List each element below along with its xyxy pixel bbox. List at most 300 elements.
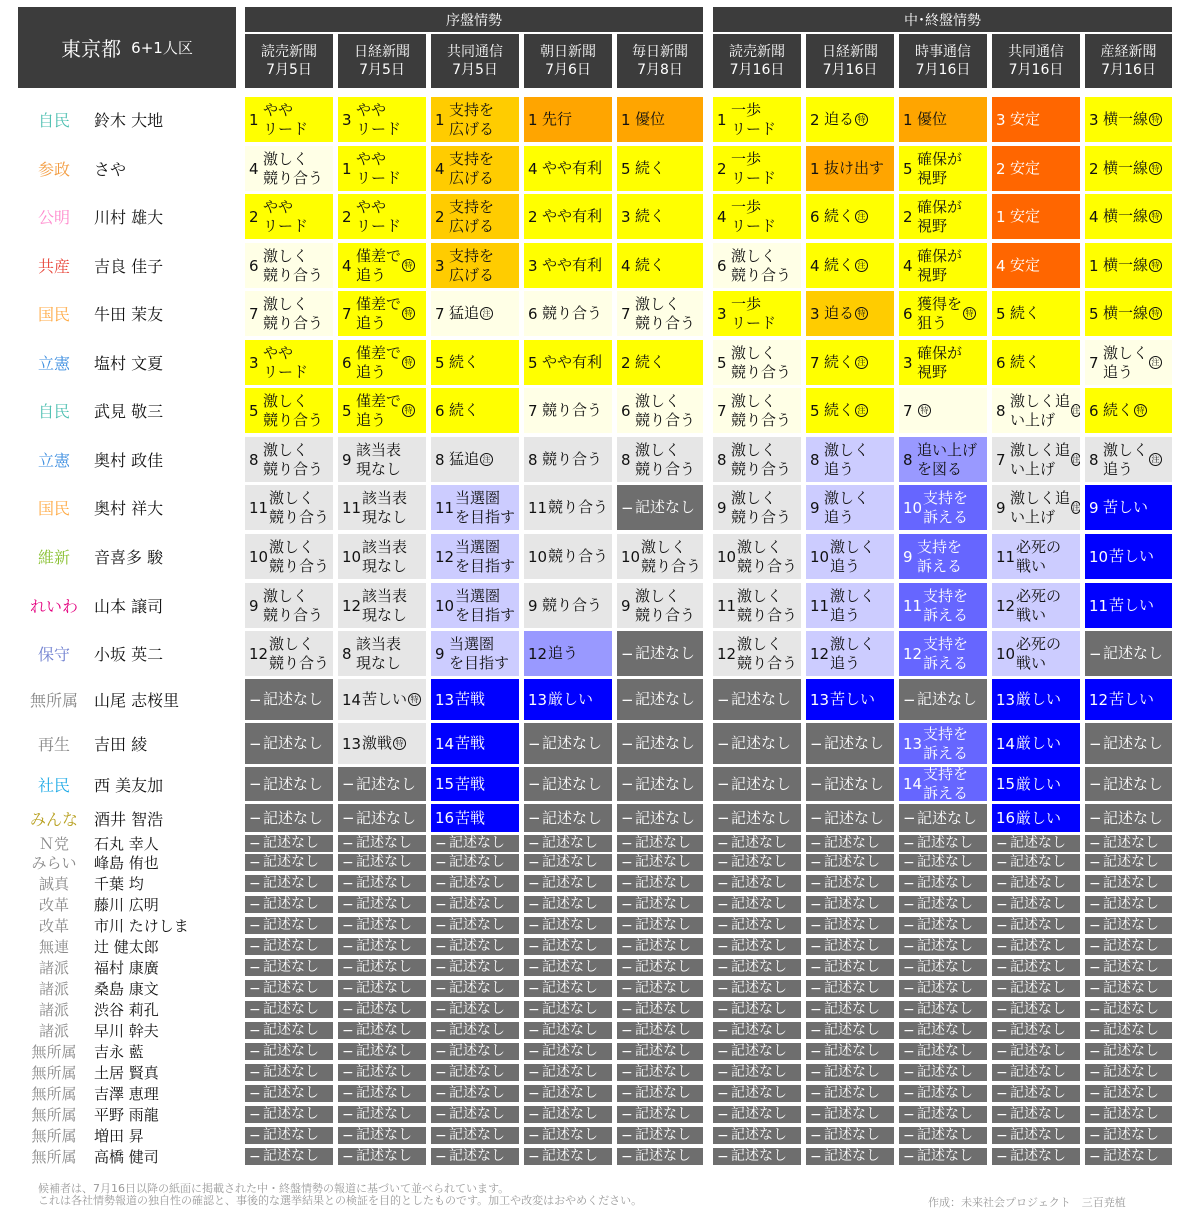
rank-number: − <box>717 835 729 852</box>
forecast-text: 記述なし <box>731 959 787 975</box>
forecast-cell <box>713 1148 801 1165</box>
candidate-name: 鈴木 大地 <box>94 111 164 130</box>
forecast-cell <box>992 1001 1080 1018</box>
note-mark-icon: 特 <box>402 404 415 417</box>
rank-number: − <box>528 917 540 934</box>
forecast-cell <box>524 959 612 976</box>
note-mark-icon: 注 <box>855 356 868 369</box>
forecast-cell <box>992 767 1080 801</box>
forecast-cell <box>617 291 703 336</box>
rank-number: 1 <box>249 110 259 129</box>
forecast-text: 記述なし <box>1010 1127 1066 1143</box>
forecast-text: 激しく 競り合う <box>263 246 324 284</box>
source-date: 7月5日 <box>359 62 405 78</box>
forecast-text: 記述なし <box>824 1148 880 1164</box>
note-mark-icon: 特 <box>1149 210 1162 223</box>
forecast-text: 苦しい <box>1109 547 1155 565</box>
forecast-cell <box>899 1043 987 1060</box>
forecast-cell <box>992 1064 1080 1081</box>
rank-number: 7 <box>249 304 259 323</box>
candidate-name: 藤川 広明 <box>94 896 159 914</box>
forecast-text: 記述なし <box>542 774 603 793</box>
rank-number: − <box>342 875 354 892</box>
forecast-text: 記述なし <box>635 808 696 827</box>
rank-number: − <box>996 1148 1008 1165</box>
rank-number: 12 <box>528 644 548 663</box>
forecast-cell <box>245 1064 333 1081</box>
rank-number: − <box>528 854 540 871</box>
forecast-cell <box>992 243 1080 288</box>
rank-number: 7 <box>1089 353 1099 372</box>
rank-number: − <box>996 854 1008 871</box>
rank-number: − <box>903 1001 915 1018</box>
party-label: 参政 <box>37 160 70 179</box>
forecast-cell <box>524 1064 612 1081</box>
party-label: 無所属 <box>31 1106 77 1124</box>
forecast-cell <box>1085 959 1172 976</box>
forecast-text: 記述なし <box>635 938 691 954</box>
rank-number: − <box>996 1043 1008 1060</box>
source-name: 日経新聞 <box>822 44 878 60</box>
forecast-cell <box>338 1085 426 1102</box>
forecast-text: 記述なし <box>542 1106 598 1122</box>
forecast-cell <box>1085 1085 1172 1102</box>
candidate-name: 奥村 政佳 <box>94 451 164 470</box>
rank-number: 10 <box>249 547 269 566</box>
forecast-cell <box>338 875 426 892</box>
district-title <box>18 7 236 88</box>
rank-number: − <box>249 1127 261 1144</box>
rank-number: − <box>528 734 541 753</box>
forecast-cell <box>617 854 703 871</box>
rank-number: 4 <box>249 159 259 178</box>
forecast-cell <box>245 679 333 720</box>
forecast-cell <box>617 1127 703 1144</box>
forecast-cell <box>806 1043 894 1060</box>
forecast-cell <box>806 243 894 288</box>
forecast-cell <box>431 980 519 997</box>
forecast-cell <box>524 896 612 913</box>
rank-number: 6 <box>342 353 352 372</box>
rank-number: − <box>249 1043 261 1060</box>
forecast-text: 記述なし <box>263 980 319 996</box>
rank-number: 14 <box>903 775 923 793</box>
rank-number: 13 <box>528 690 548 709</box>
rank-number: − <box>717 1106 729 1123</box>
forecast-cell <box>338 723 426 764</box>
forecast-text: 記述なし <box>449 896 505 912</box>
forecast-text: 記述なし <box>824 1106 880 1122</box>
rank-number: 2 <box>435 207 445 226</box>
forecast-text: 記述なし <box>1103 774 1164 793</box>
note-mark-icon: 特 <box>1149 113 1162 126</box>
forecast-text: 激しく追 い上げ <box>1010 391 1071 429</box>
forecast-text: 必死の 戦い <box>1016 634 1062 672</box>
rank-number: 5 <box>528 353 538 372</box>
forecast-cell <box>899 723 987 764</box>
forecast-cell <box>617 534 703 579</box>
forecast-cell <box>992 896 1080 913</box>
rank-number: 1 <box>903 110 913 129</box>
party-label: 立憲 <box>37 451 70 470</box>
forecast-cell <box>992 938 1080 955</box>
forecast-text: 激戦 <box>362 734 393 752</box>
source-header <box>338 34 426 88</box>
rank-number: − <box>717 1085 729 1102</box>
forecast-cell <box>1085 194 1172 239</box>
forecast-cell <box>899 854 987 871</box>
rank-number: − <box>621 1085 633 1102</box>
rank-number: 14 <box>435 734 455 753</box>
district-seats: 6+1人区 <box>131 39 193 57</box>
forecast-cell <box>1085 938 1172 955</box>
rank-number: − <box>810 917 822 934</box>
forecast-cell <box>899 1085 987 1102</box>
rank-number: 5 <box>249 401 259 420</box>
rank-number: 9 <box>717 498 727 517</box>
party-label: 改革 <box>38 917 69 935</box>
forecast-cell <box>1085 583 1172 628</box>
forecast-text: 苦戦 <box>455 808 486 827</box>
forecast-text: 激しく 競り合う <box>269 488 330 526</box>
forecast-text: 記述なし <box>731 1043 787 1059</box>
rank-number: 2 <box>810 110 820 129</box>
forecast-cell <box>992 631 1080 676</box>
rank-number: 6 <box>1089 401 1099 420</box>
forecast-text: 激しく 競り合う <box>731 391 792 429</box>
forecast-text: 記述なし <box>263 1085 319 1101</box>
party-label: 立憲 <box>37 354 70 373</box>
forecast-cell <box>245 1106 333 1123</box>
source-name: 読売新聞 <box>261 44 317 60</box>
forecast-text: やや リード <box>263 100 309 138</box>
forecast-cell <box>617 1106 703 1123</box>
rank-number: 15 <box>996 775 1016 793</box>
forecast-text: 横一線 <box>1103 256 1149 274</box>
candidate-name: 武見 敬三 <box>94 402 164 421</box>
forecast-text: 該当表 現なし <box>356 634 402 672</box>
rank-number: 6 <box>621 401 631 420</box>
rank-number: 7 <box>342 304 352 323</box>
rank-number: 4 <box>342 256 352 275</box>
rank-number: − <box>342 1148 354 1165</box>
forecast-cell <box>431 1106 519 1123</box>
forecast-cell <box>338 896 426 913</box>
note-mark-icon: 特 <box>1149 307 1162 320</box>
rank-number: − <box>249 734 262 753</box>
rank-number: − <box>435 917 447 934</box>
forecast-cell <box>713 291 801 336</box>
candidate-name: 千葉 均 <box>94 875 144 893</box>
rank-number: − <box>435 896 447 913</box>
forecast-cell <box>992 1043 1080 1060</box>
rank-number: − <box>810 1043 822 1060</box>
forecast-text: 記述なし <box>635 835 691 851</box>
forecast-cell <box>617 631 703 676</box>
forecast-text: 記述なし <box>635 1001 691 1017</box>
forecast-text: 先行 <box>542 110 573 128</box>
rank-number: − <box>621 1043 633 1060</box>
rank-number: 2 <box>249 207 259 226</box>
forecast-text: 記述なし <box>731 1127 787 1143</box>
footer-credit: 作成：未来社会プロジェクト 三百尭植 <box>928 1196 1126 1209</box>
rank-number: − <box>903 1022 915 1039</box>
forecast-text: 激しく 競り合う <box>731 246 792 284</box>
forecast-cell <box>713 194 801 239</box>
forecast-cell <box>245 1022 333 1039</box>
forecast-cell <box>338 146 426 191</box>
candidate-name: 市川 たけしま <box>94 917 189 935</box>
forecast-text: 激しく 競り合う <box>269 537 330 575</box>
forecast-text: 記述なし <box>1010 1148 1066 1164</box>
candidate-name: 酒井 智浩 <box>94 809 164 829</box>
forecast-cell <box>524 1106 612 1123</box>
forecast-text: 激しく 競り合う <box>731 343 792 381</box>
forecast-cell <box>806 583 894 628</box>
note-mark-icon: 特 <box>918 404 931 417</box>
rank-number: 5 <box>717 353 727 372</box>
rank-number: 6 <box>717 256 727 275</box>
candidate-name: 早川 幹夫 <box>94 1022 159 1040</box>
forecast-text: 記述なし <box>917 1022 973 1038</box>
forecast-cell <box>617 917 703 934</box>
forecast-text: 記述なし <box>1010 938 1066 954</box>
forecast-cell <box>899 291 987 336</box>
rank-number: 11 <box>903 596 923 615</box>
rank-number: − <box>810 875 822 892</box>
rank-number: − <box>810 938 822 955</box>
forecast-text: 記述なし <box>1103 1106 1159 1122</box>
rank-number: 6 <box>435 401 445 420</box>
forecast-text: 記述なし <box>917 875 973 891</box>
forecast-text: 記述なし <box>263 808 324 827</box>
rank-number: 4 <box>903 256 913 275</box>
forecast-text: 安定 <box>1010 110 1041 128</box>
rank-number: − <box>996 917 1008 934</box>
forecast-text: 競り合う <box>548 547 609 565</box>
rank-number: 7 <box>528 401 538 420</box>
source-name: 共同通信 <box>447 44 503 60</box>
forecast-text: やや有利 <box>542 159 603 177</box>
forecast-text: 記述なし <box>542 1001 598 1017</box>
forecast-cell <box>524 583 612 628</box>
rank-number: − <box>342 980 354 997</box>
forecast-text: 続く <box>635 159 666 177</box>
forecast-cell <box>899 1001 987 1018</box>
forecast-cell <box>899 583 987 628</box>
source-name: 時事通信 <box>915 44 971 60</box>
forecast-text: 記述なし <box>917 690 978 708</box>
party-label: 自民 <box>37 402 70 421</box>
rank-number: 3 <box>621 207 631 226</box>
forecast-cell <box>806 854 894 871</box>
note-mark-icon: 注 <box>1149 356 1162 369</box>
forecast-cell <box>713 854 801 871</box>
forecast-cell <box>806 146 894 191</box>
rank-number: 11 <box>1089 596 1109 615</box>
rank-number: − <box>621 775 634 793</box>
forecast-text: 続く <box>635 207 666 225</box>
footer-note-line2: これは各社情勢報道の独自性の確認と、事後的な選挙結果との検証を目的としたものです。加工や改変はおやめください。 <box>38 1194 643 1207</box>
forecast-cell <box>338 767 426 801</box>
forecast-cell <box>806 938 894 955</box>
party-label: 社民 <box>37 775 70 795</box>
party-label: 諸派 <box>38 1022 69 1040</box>
forecast-text: 記述なし <box>731 835 787 851</box>
forecast-text: 記述なし <box>263 896 319 912</box>
forecast-cell <box>431 959 519 976</box>
forecast-text: 横一線 <box>1103 159 1149 177</box>
forecast-text: 激しく 競り合う <box>737 537 798 575</box>
forecast-cell <box>1085 1106 1172 1123</box>
forecast-text: 記述なし <box>263 917 319 933</box>
source-name: 朝日新聞 <box>540 44 596 60</box>
rank-number: − <box>528 1043 540 1060</box>
rank-number: 1 <box>810 159 820 178</box>
rank-number: − <box>249 775 262 793</box>
forecast-cell <box>431 1085 519 1102</box>
forecast-cell <box>992 917 1080 934</box>
rank-number: − <box>1089 1106 1101 1123</box>
forecast-text: 記述なし <box>356 1001 412 1017</box>
rank-number: − <box>621 896 633 913</box>
rank-number: 8 <box>810 450 820 469</box>
forecast-cell <box>338 1001 426 1018</box>
forecast-cell <box>806 959 894 976</box>
forecast-cell <box>245 534 333 579</box>
forecast-text: 確保が 視野 <box>917 246 963 284</box>
forecast-text: 競り合う <box>542 596 603 614</box>
rank-number: 9 <box>810 498 820 517</box>
forecast-text: 競り合う <box>542 450 603 468</box>
rank-number: − <box>621 1064 633 1081</box>
candidate-name: 小坂 英二 <box>94 645 164 664</box>
candidate-name: 増田 昇 <box>94 1127 144 1145</box>
forecast-cell <box>617 875 703 892</box>
rank-number: − <box>435 875 447 892</box>
candidate-name: 辻 健太郎 <box>94 938 159 956</box>
forecast-cell <box>899 1148 987 1165</box>
forecast-text: 記述なし <box>449 1148 505 1164</box>
rank-number: 2 <box>621 353 631 372</box>
forecast-text: 記述なし <box>449 854 505 870</box>
forecast-cell <box>806 1022 894 1039</box>
forecast-text: 僅差で 追う <box>356 246 402 284</box>
rank-number: − <box>249 938 261 955</box>
rank-number: 5 <box>435 353 445 372</box>
rank-number: 8 <box>249 450 259 469</box>
forecast-cell <box>1085 243 1172 288</box>
forecast-cell <box>713 583 801 628</box>
forecast-cell <box>617 97 703 142</box>
forecast-text: 競り合う <box>542 304 603 322</box>
forecast-cell <box>245 854 333 871</box>
forecast-text: 激しく 競り合う <box>731 440 792 478</box>
forecast-text: 記述なし <box>263 734 324 752</box>
rank-number: 10 <box>903 498 923 517</box>
forecast-cell <box>431 146 519 191</box>
forecast-text: 記述なし <box>917 896 973 912</box>
forecast-text: 記述なし <box>635 498 696 516</box>
forecast-text: 記述なし <box>449 835 505 851</box>
forecast-cell <box>713 804 801 832</box>
forecast-text: 記述なし <box>731 690 792 708</box>
forecast-text: やや リード <box>356 100 402 138</box>
party-label: Ｎ党 <box>38 835 69 853</box>
forecast-cell <box>245 97 333 142</box>
forecast-cell <box>524 917 612 934</box>
rank-number: − <box>528 1127 540 1144</box>
forecast-text: やや有利 <box>542 207 603 225</box>
forecast-text: 僅差で 追う <box>356 343 402 381</box>
rank-number: − <box>717 875 729 892</box>
forecast-text: 記述なし <box>917 917 973 933</box>
forecast-cell <box>713 723 801 764</box>
forecast-cell <box>899 146 987 191</box>
forecast-text: 記述なし <box>917 1064 973 1080</box>
rank-number: − <box>249 1064 261 1081</box>
forecast-text: 記述なし <box>1103 1043 1159 1059</box>
forecast-cell <box>806 340 894 385</box>
forecast-text: 記述なし <box>263 1148 319 1164</box>
rank-number: 12 <box>903 644 923 663</box>
forecast-cell <box>713 875 801 892</box>
forecast-cell <box>431 485 519 530</box>
forecast-cell <box>992 980 1080 997</box>
rank-number: − <box>249 959 261 976</box>
forecast-text: 記述なし <box>635 1085 691 1101</box>
forecast-cell <box>899 1022 987 1039</box>
forecast-cell <box>245 1148 333 1165</box>
rank-number: − <box>810 775 823 793</box>
forecast-text: 激しく追 い上げ <box>1010 488 1071 526</box>
forecast-text: 記述なし <box>824 980 880 996</box>
forecast-text: 激しく 追う <box>1103 343 1149 381</box>
party-label: 無所属 <box>31 1148 77 1166</box>
forecast-text: 支持を 訴える <box>923 488 969 526</box>
rank-number: 8 <box>435 450 445 469</box>
source-date: 7月8日 <box>637 62 683 78</box>
forecast-text: 厳しい <box>1016 774 1062 793</box>
party-label: れいわ <box>29 597 78 616</box>
forecast-text: 激しく 競り合う <box>731 488 792 526</box>
rank-number: 5 <box>810 401 820 420</box>
forecast-text: 続く <box>449 353 480 371</box>
rank-number: 13 <box>342 734 362 753</box>
rank-number: 13 <box>810 690 830 709</box>
forecast-cell <box>713 1064 801 1081</box>
forecast-cell <box>713 938 801 955</box>
forecast-cell <box>524 1148 612 1165</box>
rank-number: 10 <box>621 547 641 566</box>
forecast-cell <box>992 679 1080 720</box>
forecast-cell <box>806 767 894 801</box>
forecast-text: 記述なし <box>356 917 412 933</box>
rank-number: 4 <box>1089 207 1099 226</box>
forecast-text: 横一線 <box>1103 304 1149 322</box>
forecast-cell <box>806 291 894 336</box>
forecast-text: 続く <box>1010 304 1041 322</box>
rank-number: 12 <box>1089 690 1109 709</box>
rank-number: − <box>996 1085 1008 1102</box>
rank-number: − <box>717 1001 729 1018</box>
forecast-cell <box>1085 97 1172 142</box>
note-mark-icon: 注 <box>480 307 493 320</box>
rank-number: − <box>528 1001 540 1018</box>
party-label: 無所属 <box>29 691 78 710</box>
forecast-text: 記述なし <box>542 808 603 827</box>
rank-number: 13 <box>996 690 1016 709</box>
